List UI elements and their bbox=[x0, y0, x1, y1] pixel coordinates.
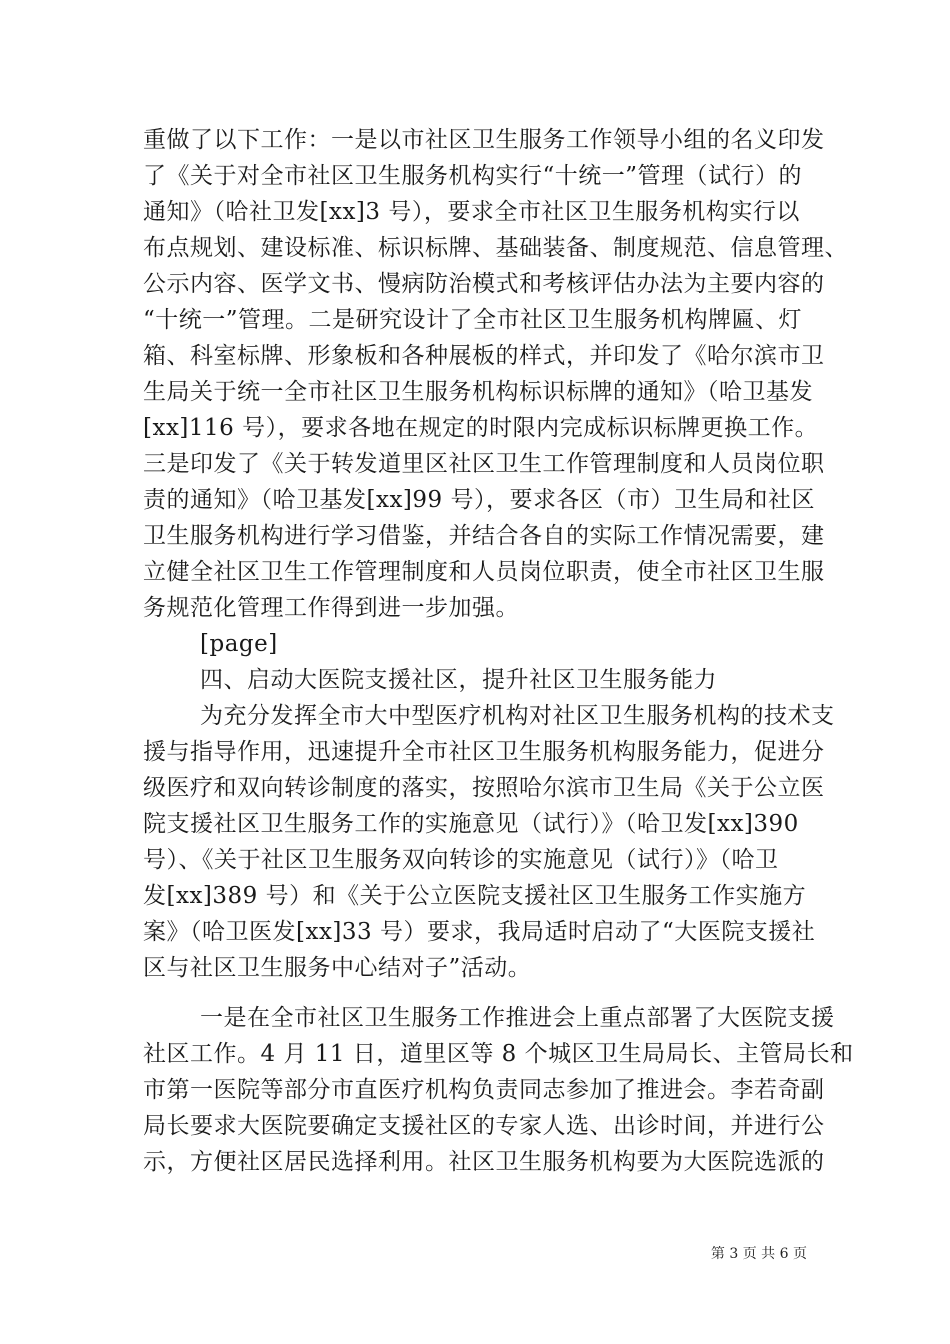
text-line: 号）、《关于社区卫生服务双向转诊的实施意见（试行）》（哈卫 bbox=[143, 847, 779, 873]
text-line: 援与指导作用，迅速提升全市社区卫生服务机构服务能力，促进分 bbox=[143, 739, 825, 765]
text-line: 公示内容、医学文书、慢病防治模式和考核评估办法为主要内容的 bbox=[143, 271, 825, 297]
text-line: 一是在全市社区卫生服务工作推进会上重点部署了大医院支援 bbox=[200, 1005, 835, 1031]
text-line: 卫生服务机构进行学习借鉴，并结合各自的实际工作情况需要，建 bbox=[143, 523, 825, 549]
text-line: 发[xx]389 号）和《关于公立医院支援社区卫生服务工作实施方 bbox=[143, 883, 807, 909]
text-line: 通知》（哈社卫发[xx]3 号），要求全市社区卫生服务机构实行以 bbox=[143, 199, 800, 225]
page-number-footer: 第 3 页 共 6 页 bbox=[710, 1246, 807, 1262]
text-line: [xx]116 号），要求各地在规定的时限内完成标识标牌更换工作。 bbox=[143, 415, 819, 441]
text-line: 责的通知》（哈卫基发[xx]99 号），要求各区（市）卫生局和社区 bbox=[143, 487, 815, 513]
page-marker: [page] bbox=[200, 631, 278, 657]
text-line: 区与社区卫生服务中心结对子”活动。 bbox=[143, 955, 532, 981]
text-line: 案》（哈卫医发[xx]33 号）要求，我局适时启动了“大医院支援社 bbox=[143, 919, 816, 945]
text-line: 院支援社区卫生服务工作的实施意见（试行）》（哈卫发[xx]390 bbox=[143, 811, 799, 837]
text-line: 箱、科室标牌、形象板和各种展板的样式，并印发了《哈尔滨市卫 bbox=[143, 343, 825, 369]
text-line: 为充分发挥全市大中型医疗机构对社区卫生服务机构的技术支 bbox=[200, 703, 835, 729]
text-line: 了《关于对全市社区卫生服务机构实行“十统一”管理（试行）的 bbox=[143, 163, 803, 189]
text-line: 示，方便社区居民选择利用。社区卫生服务机构要为大医院选派的 bbox=[143, 1149, 825, 1175]
text-line: 重做了以下工作：一是以市社区卫生服务工作领导小组的名义印发 bbox=[143, 127, 825, 153]
text-line: 局长要求大医院要确定支援社区的专家人选、出诊时间，并进行公 bbox=[143, 1113, 825, 1139]
text-line: 三是印发了《关于转发道里区社区卫生工作管理制度和人员岗位职 bbox=[143, 451, 825, 477]
text-line: 级医疗和双向转诊制度的落实，按照哈尔滨市卫生局《关于公立医 bbox=[143, 775, 825, 801]
text-line: 社区工作。4 月 11 日，道里区等 8 个城区卫生局局长、主管局长和 bbox=[143, 1041, 854, 1067]
text-line: 市第一医院等部分市直医疗机构负责同志参加了推进会。李若奇副 bbox=[143, 1077, 825, 1103]
text-line: 生局关于统一全市社区卫生服务机构标识标牌的通知》（哈卫基发 bbox=[143, 379, 813, 405]
section-heading: 四、启动大医院支援社区，提升社区卫生服务能力 bbox=[200, 667, 717, 693]
text-line: 立健全社区卫生工作管理制度和人员岗位职责，使全市社区卫生服 bbox=[143, 559, 825, 585]
text-line: 务规范化管理工作得到进一步加强。 bbox=[143, 595, 519, 621]
text-line: 布点规划、建设标准、标识标牌、基础装备、制度规范、信息管理、 bbox=[143, 235, 848, 261]
text-line: “十统一”管理。二是研究设计了全市社区卫生服务机构牌匾、灯 bbox=[143, 307, 803, 333]
